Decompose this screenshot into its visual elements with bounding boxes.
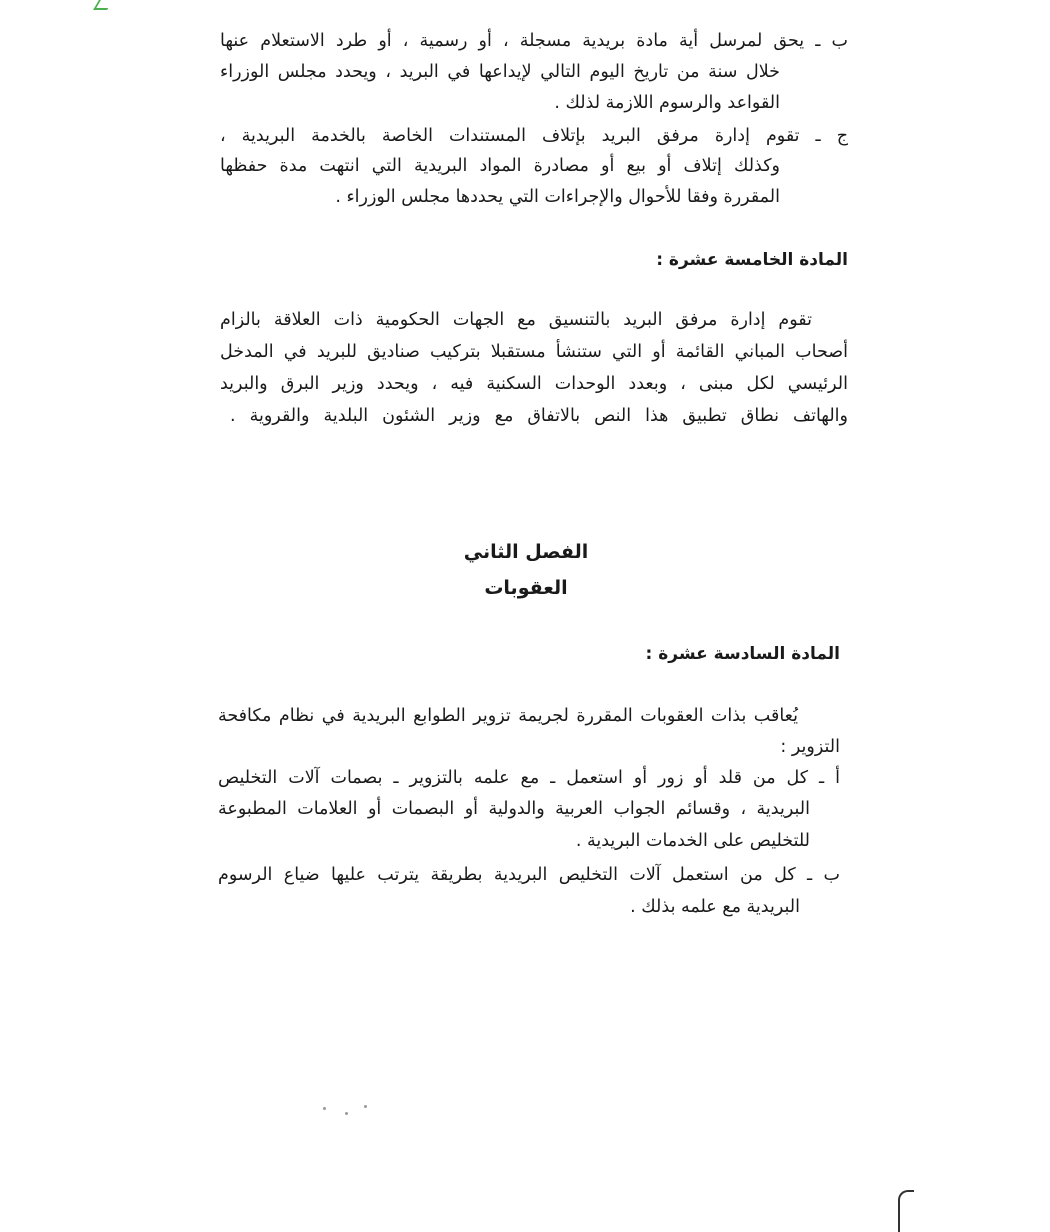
section1-item-b-line-2: خلال سنة من تاريخ اليوم التالي لإيداعها في البريد ، ويحدد مجلس الوزراء [220, 62, 780, 82]
article16-heading: المادة السادسة عشرة : [645, 644, 840, 664]
article16-item-a-line-2: البريدية ، وقسائم الجواب العربية والدولية أو البصمات أو العلامات المطبوعة [218, 799, 810, 819]
article15-para-line-3: الرئيسي لكل مبنى ، وبعدد الوحدات السكنية فيه ، ويحدد وزير البرق والبريد [220, 374, 848, 394]
section1-item-c-line-3: المقررة وفقا للأحوال والإجراءات التي يحددها مجلس الوزراء . [335, 187, 780, 207]
article16-item-b-line-2: البريدية مع علمه بذلك . [630, 897, 800, 917]
article15-para-line-2: أصحاب المباني القائمة أو التي ستنشأ مستقبلا بتركيب صناديق للبريد في المدخل [220, 342, 848, 362]
section1-item-c-line-2: وكذلك إتلاف أو بيع أو مصادرة المواد البريدية التي انتهت مدة حفظها [220, 156, 780, 176]
article16-item-a-line-3: للتخليص على الخدمات البريدية . [575, 831, 810, 851]
section1-item-b-line-1: ب ـ يحق لمرسل أية مادة بريدية مسجلة ، أو رسمية ، أو طرد الاستعلام عنها [220, 31, 848, 51]
scan-speck [364, 1105, 367, 1108]
article15-heading: المادة الخامسة عشرة : [656, 250, 848, 270]
corner-mark [93, 0, 113, 10]
section1-item-c-line-1: ج ـ تقوم إدارة مرفق البريد بإتلاف المستندات الخاصة بالخدمة البريدية ، [220, 126, 848, 146]
article16-item-b-line-1: ب ـ كل من استعمل آلات التخليص البريدية بطريقة يترتب عليها ضياع الرسوم [218, 865, 840, 885]
section1-item-b-line-3: القواعد والرسوم اللازمة لذلك . [554, 93, 780, 113]
article15-para-line-1: تقوم إدارة مرفق البريد بالتنسيق مع الجهات الحكومية ذات العلاقة بالزام [220, 310, 812, 330]
article16-item-a-line-1: أ ـ كل من قلد أو زور أو استعمل ـ مع علمه بالتزوير ـ بصمات آلات التخليص [218, 768, 840, 788]
article15-para-line-4: والهاتف نطاق تطبيق هذا النص بالاتفاق مع وزير الشئون البلدية والقروية . [230, 406, 848, 426]
scan-speck [323, 1107, 326, 1110]
scan-speck [345, 1112, 348, 1115]
chapter-title: الفصل الثاني [463, 541, 589, 563]
article16-intro-line-1: يُعاقب بذات العقوبات المقررة لجريمة تزوير الطوابع البريدية في نظام مكافحة [218, 706, 798, 726]
article16-intro-line-2: التزوير : [780, 737, 840, 757]
chapter-subtitle: العقوبات [484, 577, 568, 599]
margin-bracket [898, 1190, 914, 1232]
